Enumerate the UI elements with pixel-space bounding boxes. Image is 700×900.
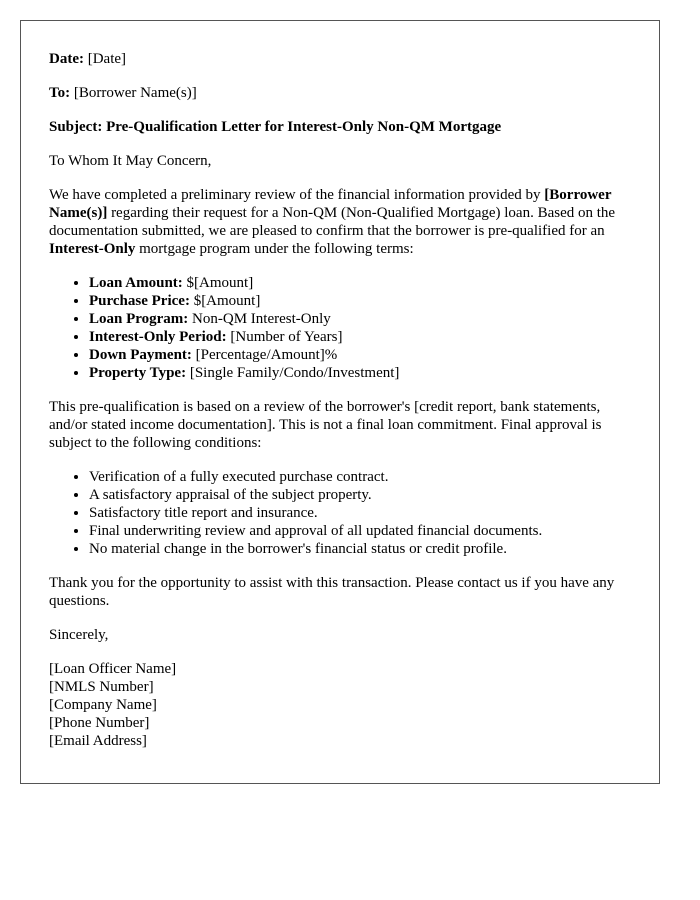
phone-number: [Phone Number] [49,715,150,731]
condition-item: • Final underwriting review and approval of all updated financial documents. [89,522,631,540]
loan-officer-name: [Loan Officer Name] [49,661,177,677]
intro-text-3: mortgage program under the following terms: [135,241,414,257]
term-value: $[Amount] [189,293,261,309]
intro-paragraph [49,186,631,258]
subject-line [49,118,631,136]
basis-paragraph: This pre-qualification is based on a review of the borrower's [credit report, bank statements, and/or stated income documentation]. This is not a final loan commitment. Final approval is subject to the following conditions: [49,399,602,451]
condition-item: • No material change in the borrower's financial status or credit profile. [89,540,631,558]
term-value: [Percentage/Amount]% [191,347,338,363]
term-label: Property Type: [89,365,187,381]
nmls-number: [NMLS Number] [49,679,154,695]
term-property-type [89,364,631,382]
email-address: [Email Address] [49,733,147,749]
term-value: Non-QM Interest-Only [188,311,331,327]
loan-terms-list [49,274,631,382]
term-label: Interest-Only Period: [89,329,227,345]
intro-borrower-name: [Borrower Name(s)] [49,187,612,221]
signature-block [49,660,631,750]
term-label: Loan Program: [89,311,189,327]
term-down-payment [89,346,631,364]
salutation: To Whom It May Concern, [49,153,212,169]
letter-page [20,20,660,784]
term-interest-only-period [89,328,631,346]
conditions-list [49,468,631,558]
term-purchase-price [89,292,631,310]
to-label: To: [49,85,71,101]
to-value: [Borrower Name(s)] [73,85,197,101]
intro-text-1: We have completed a preliminary review of the financial information provided by [49,187,545,203]
subject-text: Subject: Pre-Qualification Letter for Interest-Only Non-QM Mortgage [49,119,502,135]
term-label: Down Payment: [89,347,192,363]
condition-item: • A satisfactory appraisal of the subject property. [89,486,631,504]
condition-item: • Satisfactory title report and insurance. [89,504,631,522]
intro-program-name: Interest-Only [49,241,136,257]
term-value: [Single Family/Condo/Investment] [186,365,400,381]
date-value: [Date] [87,51,127,67]
date-line [49,50,631,68]
term-label: Purchase Price: [89,293,190,309]
date-label: Date: [49,51,84,67]
term-value: [Number of Years] [226,329,343,345]
intro-text-2: regarding their request for a Non-QM (Non-Qualified Mortgage) loan. Based on the documentation submitted, we are pleased to confirm that the borrower is pre-qualified for an [49,205,616,239]
closing-paragraph: Thank you for the opportunity to assist with this transaction. Please contact us if you have any questions. [49,575,615,609]
signoff: Sincerely, [49,627,109,643]
to-line [49,84,631,102]
term-loan-amount [89,274,631,292]
condition-item: • Verification of a fully executed purchase contract. [89,468,631,486]
term-loan-program [89,310,631,328]
term-label: Loan Amount: [89,275,183,291]
company-name: [Company Name] [49,697,157,713]
term-value: $[Amount] [182,275,254,291]
